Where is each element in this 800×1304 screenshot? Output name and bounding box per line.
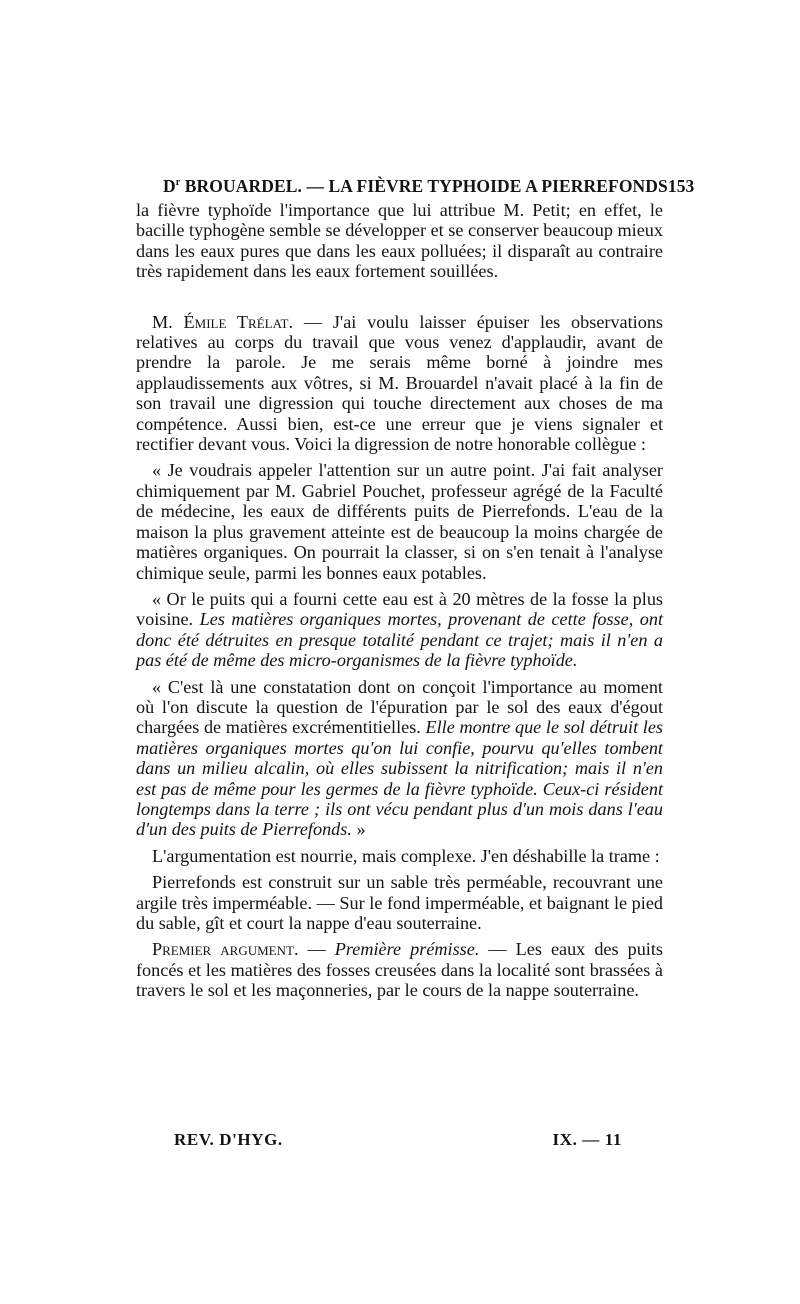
- paragraph-trelat: M. Émile Trélat. — J'ai voulu laisser épuiser les observations relatives au corps du travail que vous venez d'applaudir, avant de prendre la parole. Je me serais même borné à joindre mes applaudissements aux vôtres, si M. Brouardel n'avait placé à la fin de son travail une digression qui touche directement aux choses de ma compétence. Aussi bien, est-ce une erreur que je viens signaler et rectifier devant vous. Voici la digression de notre honorable collègue :: [136, 311, 663, 455]
- quote-paragraph-1: « Je voudrais appeler l'attention sur un autre point. J'ai fait analyser chimiquement par M. Gabriel Pouchet, professeur agrégé de la Faculté de médecine, les eaux de différents puits de Pierrefonds. L'eau de la maison la plus gravement atteinte est de beaucoup la moins chargée de matières organiques. On pourrait la classer, si on s'en tenait à l'analyse chimique seule, parmi les bonnes eaux potables.: [136, 460, 663, 583]
- paragraph-pierrefonds: Pierrefonds est construit sur un sable très perméable, recouvrant une argile très imperméable. — Sur le fond imperméable, et baignant le pied du sable, gît et court la nappe d'eau souterraine.: [136, 872, 663, 933]
- text-column: [136, 200, 663, 1001]
- page-footer: [174, 1130, 622, 1150]
- paragraph-continuation: la fièvre typhoïde l'importance que lui attribue M. Petit; en effet, le bacille typhogène semble se développer et se conserver beaucoup mieux dans les eaux pures que dans les eaux polluées; il disparaît au contraire très rapidement dans les eaux fortement souillées.: [136, 200, 663, 282]
- running-header: [163, 176, 695, 197]
- paragraph-premier-argument: Premier argument. — Première prémisse. — Les eaux des puits foncés et les matières des fosses creusées dans la localité sont brassées à travers le sol et les maçonneries, par le cours de la nappe souterraine.: [136, 939, 663, 1001]
- argument-label: Premier argument.: [152, 939, 299, 960]
- running-title: $D^r$ BROUARDEL. — LA FIÈVRE TYPHOIDE A PIERREFONDS: [163, 176, 668, 196]
- quote-paragraph-2: « Or le puits qui a fourni cette eau est à 20 mètres de la fosse la plus voisine. Les matières organiques mortes, provenant de cette fosse, ont donc été détruites en presque totalité pendant ce trajet; mais il n'en a pas été de même des micro-organismes de la fièvre typhoïde.: [136, 588, 664, 671]
- page-number: 153: [667, 176, 695, 196]
- signature-mark: IX. — 11: [552, 1130, 622, 1149]
- quote-paragraph-3: « C'est là une constatation dont on conçoit l'importance au moment où l'on discute la question de l'épuration par le sol des eaux d'égout chargées de matières excrémentitielles. Elle montre que le sol détruit les matières organiques mortes qu'on lui confie, pourvu qu'elles tombent dans un milieu alcalin, où elles subissent la nitrification; mais il n'en est pas de même pour les germes de la fièvre typhoïde. Ceux-ci résident longtemps dans la terre ; ils ont vécu pendant plus d'un mois dans l'eau d'un des puits de Pierrefonds. »: [136, 676, 663, 840]
- speaker-name: M. Émile Trélat.: [152, 311, 294, 332]
- paragraph-argumentation: L'argumentation est nourrie, mais complexe. J'en déshabille la trame :: [152, 845, 660, 866]
- journal-abbrev: REV. D'HYG.: [174, 1130, 283, 1149]
